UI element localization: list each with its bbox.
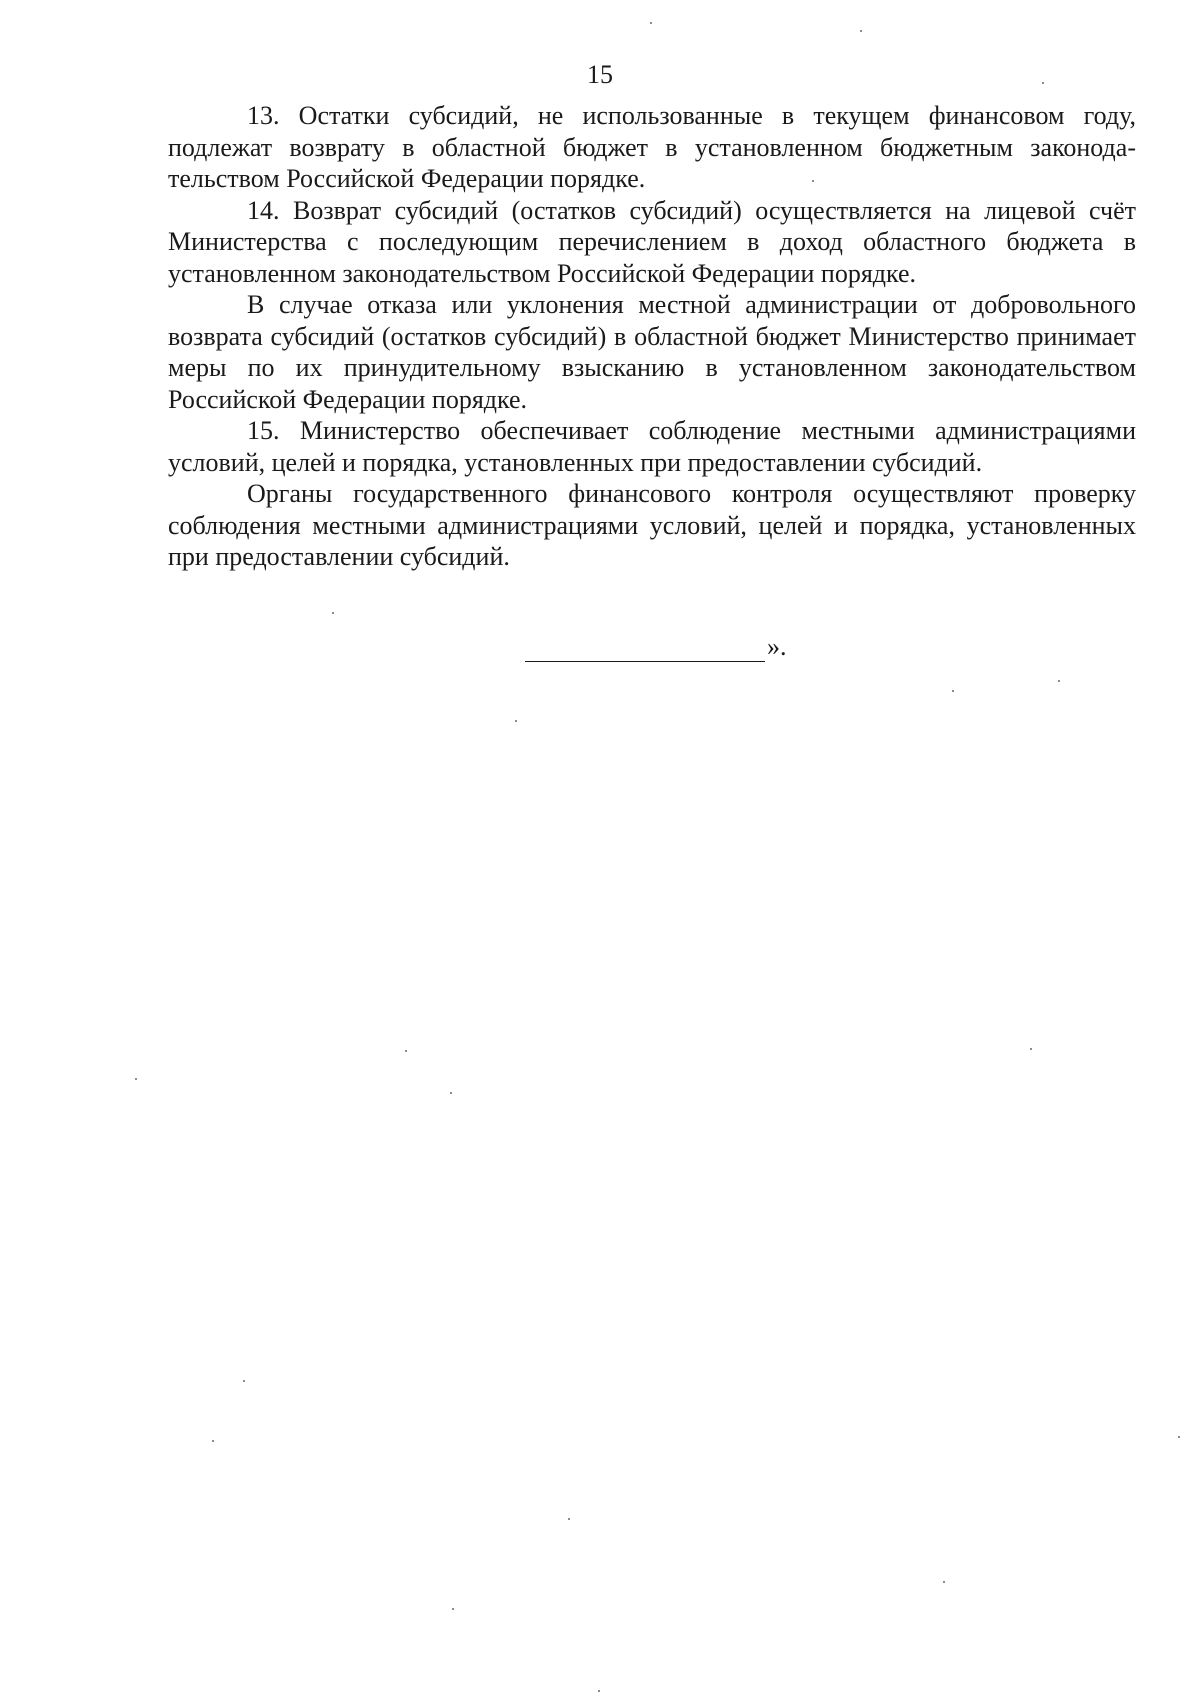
scan-speck (860, 30, 862, 32)
scan-speck (943, 1581, 945, 1583)
scan-speck (812, 180, 814, 182)
scan-speck (405, 1050, 407, 1052)
scan-speck (243, 1380, 245, 1382)
paragraph-15: 15. Министерство обеспечивает соблюдение местными администрациями условий, целей и порядка, установленных при предоставлении субсидий. (168, 416, 1136, 477)
scan-speck (1042, 82, 1044, 84)
closing-line (525, 632, 787, 662)
scan-speck (952, 690, 954, 692)
document-body (168, 100, 1136, 573)
scan-speck (568, 1518, 570, 1520)
scan-speck (332, 612, 334, 614)
scan-speck (135, 1078, 137, 1080)
paragraph-control: Органы государственного финансового контроля осуществляют проверку соблюдения местными администрациями условий, целей и порядка, установленных при предоставлении субсидий. (168, 479, 1136, 571)
scan-speck (452, 1608, 454, 1610)
scan-speck (598, 1690, 600, 1692)
scan-speck (212, 1440, 214, 1442)
scan-speck (1030, 1048, 1032, 1050)
paragraph-13: 13. Остатки субсидий, не использованные в текущем финансовом году, подлежат возврату в областной бюджет в установленном бюджетным законодательством Российской Федерации порядке. (168, 101, 1136, 193)
scan-speck (1178, 1436, 1180, 1438)
scan-speck (1058, 680, 1060, 682)
page-number: 15 (587, 60, 613, 89)
scan-speck (650, 22, 652, 24)
paragraph-refusal: В случае отказа или уклонения местной администрации от добровольного возврата субсидий (остатков субсидий) в областной бюджет Министерство принимает меры по их принудительному взысканию в установленном законодательством Российской Федерации порядке. (168, 290, 1136, 414)
signature-rule (525, 635, 765, 662)
scan-speck (515, 720, 517, 722)
closing-quote: ». (767, 632, 787, 661)
scan-speck (450, 1092, 452, 1094)
paragraph-14: 14. Возврат субсидий (остатков субсидий) осуществляется на лицевой счёт Министерства с последующим перечислением в доход областного бюджета в установленном законодательством Российской Федерации порядке. (168, 195, 1136, 288)
